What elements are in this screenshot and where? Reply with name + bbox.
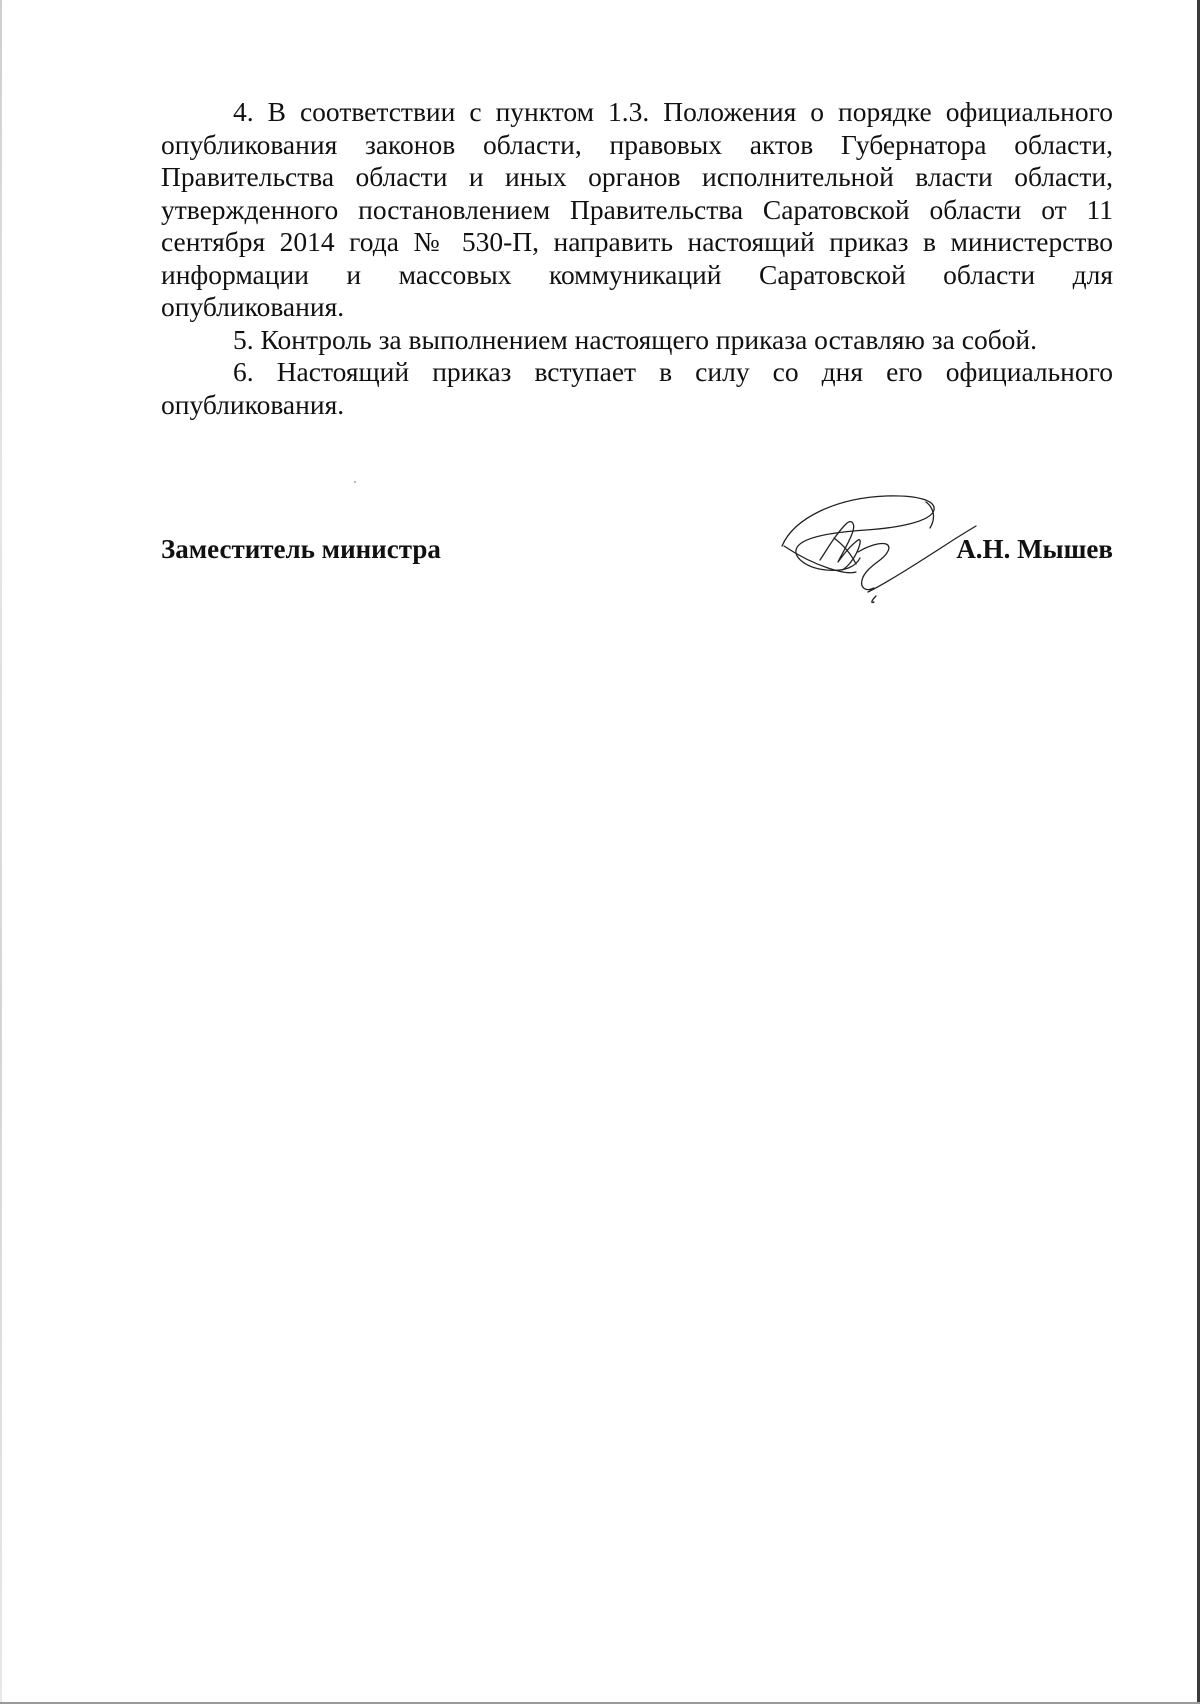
signer-position-title: Заместитель министра xyxy=(161,534,441,564)
paragraph-item-5: 5. Контроль за выполнением настоящего приказа оставляю за собой. xyxy=(233,323,1038,355)
paragraph-item-4: 4. В соответствии с пунктом 1.3. Положения о порядке официального опубликования законов области, правовых актов Губернатора области, Правительства области и иных органов исполнительной власти области, утвержденного постановлением Правительства Саратовской области от 11 сентября 2014 года № 530-П, направить настоящий приказ в министерство информации и массовых коммуникаций Саратовской области для опубликования. xyxy=(161,96,1113,322)
handwritten-signature-icon xyxy=(776,488,986,618)
document-body xyxy=(161,96,1113,421)
scan-edge-left xyxy=(0,0,2,1704)
scan-speck xyxy=(354,481,356,483)
signer-name: А.Н. Мышев xyxy=(956,534,1113,564)
paragraph-item-6: 6. Настоящий приказ вступает в силу со дня его официального опубликования. xyxy=(161,356,1113,420)
